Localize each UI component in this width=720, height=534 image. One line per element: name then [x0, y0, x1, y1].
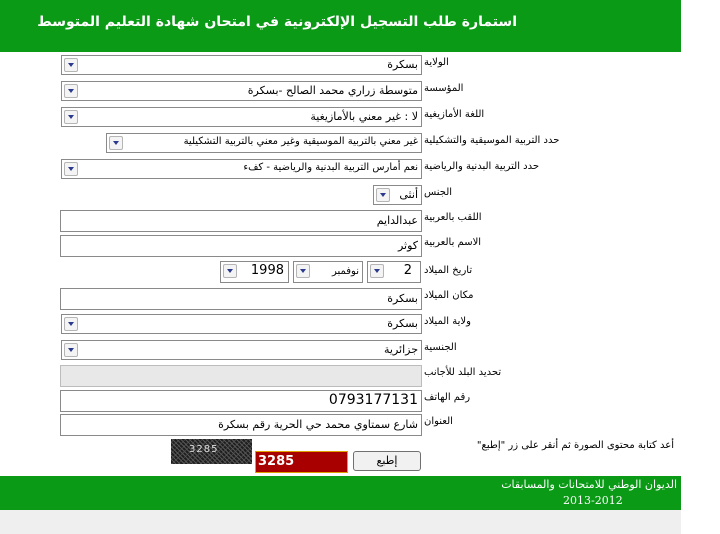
school-value: متوسطة زراري محمد الصالح -بسكرة — [247, 84, 418, 97]
birth-day-select[interactable] — [367, 261, 421, 283]
firstname-value: كوثر — [397, 239, 418, 252]
amazigh-label: اللغة الأمازيغية — [424, 109, 485, 120]
chevron-down-icon[interactable] — [223, 264, 237, 278]
row-sport — [0, 156, 681, 182]
row-amazigh — [0, 104, 681, 130]
music-art-select[interactable] — [106, 133, 422, 153]
row-birthplace — [0, 285, 681, 311]
nationality-label: الجنسية — [424, 342, 457, 353]
birthplace-input[interactable] — [60, 288, 422, 310]
lastname-value: عبدالدايم — [376, 214, 418, 227]
row-wilaya — [0, 52, 681, 78]
sport-select[interactable] — [61, 159, 422, 179]
row-birth-wilaya — [0, 311, 681, 337]
music-art-label: حدد التربية الموسيقية والتشكيلية — [424, 135, 560, 146]
gender-label: الجنس — [424, 187, 453, 198]
chevron-down-icon[interactable] — [64, 58, 78, 72]
address-input[interactable] — [60, 414, 422, 436]
gender-select[interactable] — [373, 185, 422, 205]
chevron-down-icon[interactable] — [296, 264, 310, 278]
firstname-input[interactable] — [60, 235, 422, 257]
birth-year-value: 1998 — [250, 263, 284, 278]
footer-org: الديوان الوطني للامتحانات والمسابقات — [501, 478, 677, 491]
birth-wilaya-select[interactable] — [61, 314, 422, 334]
lastname-input[interactable] — [60, 210, 422, 232]
nationality-select[interactable] — [61, 340, 422, 360]
address-label: العنوان — [424, 416, 453, 427]
birthdate-label: تاريخ الميلاد — [424, 265, 473, 276]
birth-month-value: نوفمبر — [331, 266, 359, 277]
birth-day-value: 2 — [403, 263, 412, 278]
nationality-value: جزائرية — [383, 343, 418, 356]
row-foreign-country — [0, 362, 681, 388]
row-birthdate — [0, 258, 681, 284]
lastname-label: اللقب بالعربية — [424, 212, 482, 223]
school-select[interactable] — [61, 81, 422, 101]
birth-month-select[interactable] — [293, 261, 363, 283]
captcha-image-text: 3285 — [189, 444, 219, 455]
page-title: استمارة طلب التسجيل الإلكترونية في امتحان شهادة التعليم المتوسط — [37, 14, 517, 30]
row-gender — [0, 182, 681, 208]
chevron-down-icon[interactable] — [64, 84, 78, 98]
row-phone — [0, 387, 681, 413]
gender-value: أنثى — [399, 188, 418, 201]
bottom-strip — [0, 510, 681, 534]
phone-value: 0793177131 — [328, 392, 418, 408]
sport-value: نعم أمارس التربية البدنية والرياضية - كفء — [243, 162, 418, 173]
row-firstname — [0, 232, 681, 258]
phone-input[interactable] — [60, 390, 422, 412]
print-button[interactable]: إطبع — [353, 451, 421, 471]
chevron-down-icon[interactable] — [64, 317, 78, 331]
birth-wilaya-value: بسكرة — [387, 317, 418, 330]
captcha-value: 3285 — [258, 454, 295, 469]
amazigh-value: لا : غير معني بالأمازيغية — [310, 110, 418, 123]
chevron-down-icon[interactable] — [64, 162, 78, 176]
birthplace-label: مكان الميلاد — [424, 290, 474, 301]
captcha-label: أعد كتابة محتوى الصورة ثم أنقر على زر "إطبع" — [476, 440, 674, 451]
row-school — [0, 78, 681, 104]
school-label: المؤسسة — [424, 83, 464, 94]
phone-label: رقم الهاتف — [424, 392, 471, 403]
wilaya-select[interactable] — [61, 55, 422, 75]
amazigh-select[interactable] — [61, 107, 422, 127]
music-art-value: غير معني بالتربية الموسيقية وغير معني بالتربية التشكيلية — [183, 136, 418, 147]
firstname-label: الاسم بالعربية — [424, 237, 482, 248]
chevron-down-icon[interactable] — [109, 136, 123, 150]
chevron-down-icon[interactable] — [376, 188, 390, 202]
address-value: شارع سمتاوي محمد حي الحرية رقم بسكرة — [218, 418, 418, 431]
birth-year-select[interactable] — [220, 261, 289, 283]
captcha-input[interactable] — [255, 451, 348, 473]
row-music-art — [0, 130, 681, 156]
birthplace-value: بسكرة — [387, 292, 418, 305]
sport-label: حدد التربية البدنية والرياضية — [424, 161, 540, 172]
right-margin — [681, 0, 720, 534]
chevron-down-icon[interactable] — [64, 110, 78, 124]
wilaya-label: الولاية — [424, 57, 449, 68]
row-nationality — [0, 337, 681, 363]
chevron-down-icon[interactable] — [64, 343, 78, 357]
birth-wilaya-label: ولاية الميلاد — [424, 316, 471, 327]
footer-bar — [0, 476, 681, 510]
header-bar — [0, 0, 681, 52]
foreign-country-label: تحديد البلد للأجانب — [424, 367, 502, 378]
captcha-image — [171, 439, 252, 464]
wilaya-value: بسكرة — [387, 58, 418, 71]
row-address — [0, 411, 681, 437]
footer-year: 2013-2012 — [563, 494, 623, 507]
row-lastname — [0, 207, 681, 233]
foreign-country-input — [60, 365, 422, 387]
chevron-down-icon[interactable] — [370, 264, 384, 278]
